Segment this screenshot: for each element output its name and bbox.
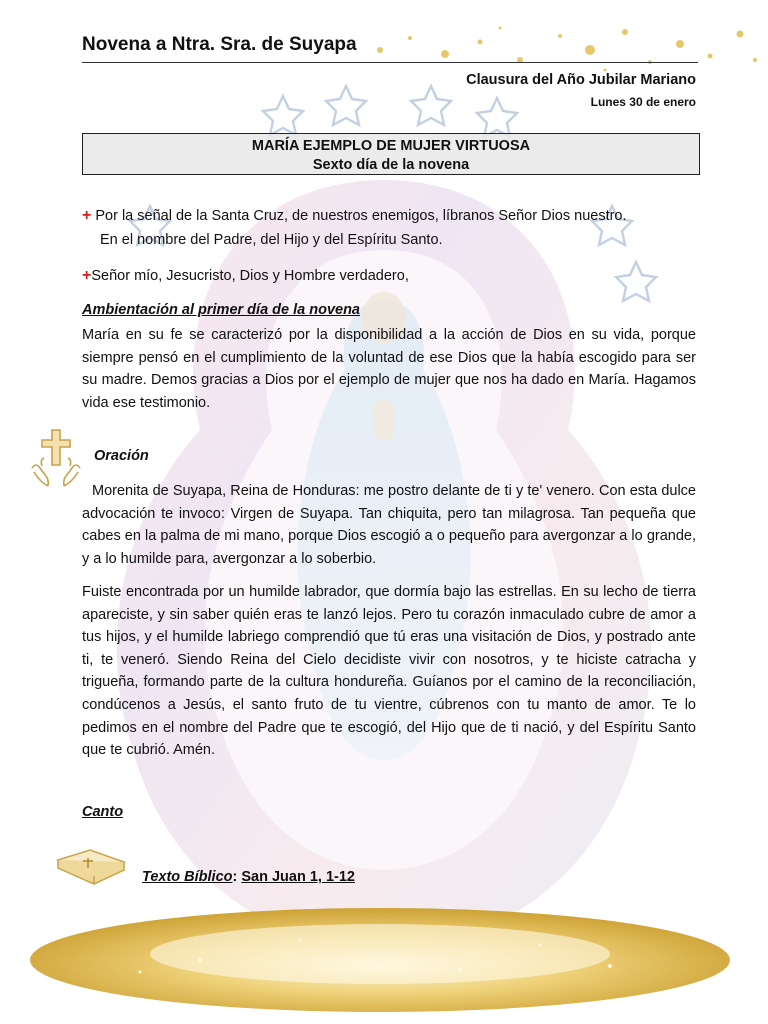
canto-heading: Canto [82,804,124,820]
document-subtitle: Clausura del Año Jubilar Mariano [466,72,696,88]
day-subtitle: Sexto día de la novena [312,157,470,173]
document-date: Lunes 30 de enero [590,95,696,109]
opening-text-3: Señor mío, Jesucristo, Dios y Hombre verdadero, [91,268,409,284]
document-title: Novena a Ntra. Sra. de Suyapa [82,34,357,55]
opening-text-1: Por la señal de la Santa Cruz, de nuestros enemigos, líbranos Señor Dios nuestro. [91,208,627,224]
ambientacion-heading: Ambientación al primer día de la novena [82,302,360,318]
biblical-label: Texto Bíblico [142,869,233,885]
oracion-heading: Oración [94,448,149,464]
day-title: MARÍA EJEMPLO DE MUJER VIRTUOSA [251,138,531,154]
oracion-paragraph-1: Morenita de Suyapa, Reina de Honduras: me postro delante de ti y te' venero. Con esta dulce advocación te invoco: Virgen de Suyapa. Tan chiquita, pero tan milagrosa. Tan pequeña que cabes en la palma de mi mano, porque Dios escogió a o pequeño para avergonzar a lo grande, y a lo humilde para, avergonzar a lo soberbio. [82,483,696,567]
header-divider [82,62,698,63]
opening-line-1 [82,205,627,227]
praying-hands-cross-icon [28,428,84,490]
opening-line-2: En el nombre del Padre, del Hijo y del Espíritu Santo. [100,232,443,248]
biblical-text-line [142,869,355,885]
biblical-reference: San Juan 1, 1-12 [241,869,355,885]
red-cross-icon: + [82,267,92,284]
bible-icon [52,846,128,894]
biblical-separator: : [232,869,242,885]
red-cross-icon: + [82,207,92,224]
oracion-paragraph-2: Fuiste encontrada por un humilde labrador, que dormía bajo las estrellas. En su lecho de tierra apareciste, y sin saber quién eras te lanzó lejos. Pero tu corazón inmaculado cubre de amor a tus hijos, y el humilde labriego comprendió que tú eras una visitación de Dios, y postrado ante ti, te veneró. Siendo Reina del Cielo decidiste vivir con nosotros, y te hiciste catracha y trigueña, formando parte de la cultura hondureña. Guíanos por el camino de la reconciliación, condúcenos a Jesús, el santo fruto de tu vientre, cúbrenos con tu manto de amor. Te lo pedimos en el nombre del Padre que te escogió, del Hijo que de ti nació, y del Espíritu Santo que te cubrió. Amén. [82,584,696,759]
day-title-box [82,133,700,175]
ambientacion-text: María en su fe se caracterizó por la disponibilidad a la acción de Dios en su vida, porque siempre pensó en el cumplimiento de la voluntad de ese Dios que la había escogido para ser su madre. Demos gracias a Dios por el ejemplo de mujer que nos ha dado en María. Hagamos vida ese testimonio. [82,327,696,411]
opening-line-3 [82,265,409,287]
